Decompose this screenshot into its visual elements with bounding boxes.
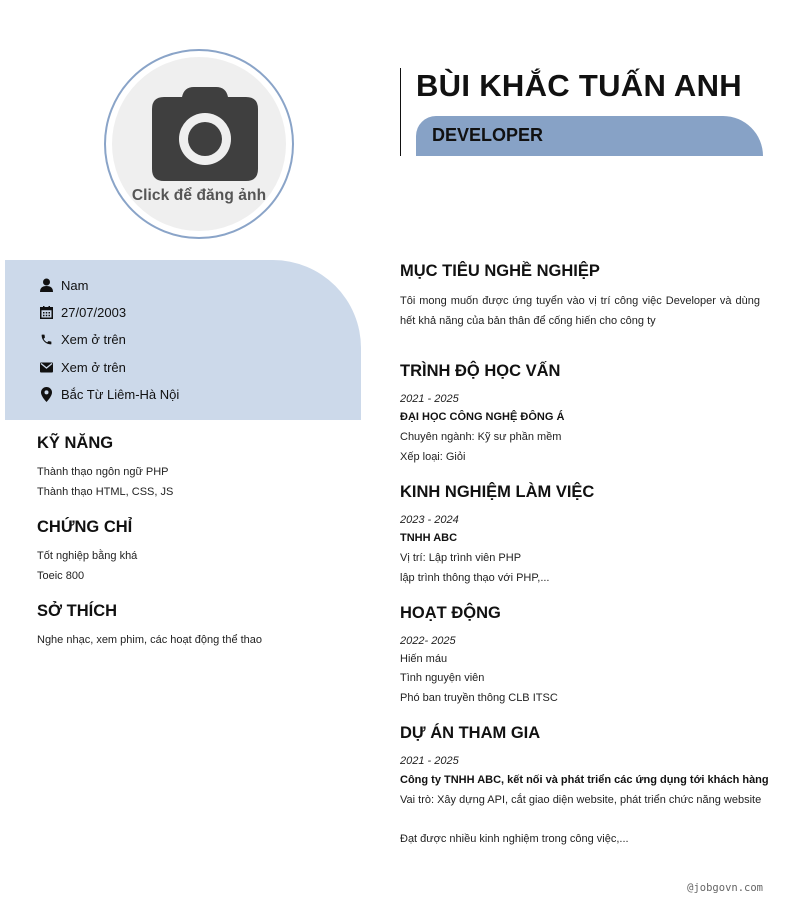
person-icon <box>38 277 54 293</box>
contact-gender <box>38 275 88 295</box>
education-rank: Xếp loại: Giỏi <box>400 451 466 463</box>
mail-icon <box>38 359 54 375</box>
experience-detail: lập trình thông thạo với PHP,... <box>400 572 550 584</box>
contact-email <box>38 357 126 377</box>
education-heading: TRÌNH ĐỘ HỌC VẤN <box>400 362 561 380</box>
education-major: Chuyên ngành: Kỹ sư phần mềm <box>400 431 562 443</box>
camera-icon <box>152 85 258 181</box>
contact-birthday <box>38 302 126 322</box>
job-title: DEVELOPER <box>432 125 544 145</box>
project-role: Vai trò: Xây dựng API, cắt giao diện website, phát triển chức năng website <box>400 794 762 806</box>
certificate-item: Toeic 800 <box>37 570 85 582</box>
avatar-upload-label: Click để đăng ảnh <box>131 187 267 204</box>
gender-text: Nam <box>61 277 89 293</box>
experience-heading: KINH NGHIỆM LÀM VIỆC <box>400 483 595 501</box>
hobby-item: Nghe nhạc, xem phim, các hoạt động thể thao <box>37 634 263 646</box>
location-pin-icon <box>38 386 54 402</box>
role-banner <box>416 116 763 156</box>
skill-item: Thành thạo ngôn ngữ PHP <box>37 466 169 478</box>
phone-icon <box>38 331 54 347</box>
email-text: Xem ở trên <box>61 359 126 375</box>
education-period: 2021 - 2025 <box>400 393 459 405</box>
address-text: Bắc Từ Liêm-Hà Nội <box>61 386 180 402</box>
avatar-upload[interactable] <box>112 57 286 231</box>
experience-company: TNHH ABC <box>400 532 458 544</box>
projects-heading: DỰ ÁN THAM GIA <box>400 724 541 742</box>
header-divider <box>400 68 401 156</box>
phone-text: Xem ở trên <box>61 331 126 347</box>
contact-phone <box>38 329 126 349</box>
objective-heading: MỤC TIÊU NGHỀ NGHIỆP <box>400 262 600 280</box>
contact-address <box>38 384 179 404</box>
avatar-frame <box>104 49 294 239</box>
activity-item: Tình nguyện viên <box>400 672 485 684</box>
skills-heading: KỸ NĂNG <box>37 434 114 452</box>
certificates-heading: CHỨNG CHỈ <box>37 518 133 536</box>
full-name: BÙI KHẮC TUẤN ANH <box>416 68 742 103</box>
calendar-icon <box>38 304 54 320</box>
activities-period: 2022- 2025 <box>400 635 456 647</box>
hobbies-heading: SỞ THÍCH <box>37 602 118 620</box>
birthday-text: 27/07/2003 <box>61 304 127 320</box>
experience-period: 2023 - 2024 <box>400 514 459 526</box>
objective-text: Tôi mong muốn được ứng tuyển vào vị trí công việc Developer và dùng hết khả năng của bản thân để cống hiến cho công ty <box>400 295 760 327</box>
watermark: @jobgovn.com <box>687 882 763 894</box>
project-name: Công ty TNHH ABC, kết nối và phát triển các ứng dụng tới khách hàng <box>400 774 769 786</box>
education-school: ĐẠI HỌC CÔNG NGHỆ ĐÔNG Á <box>400 411 565 423</box>
experience-position: Vị trí: Lập trình viên PHP <box>400 552 522 564</box>
project-period: 2021 - 2025 <box>400 755 459 767</box>
activity-item: Hiến máu <box>400 653 448 665</box>
contact-panel <box>5 260 361 420</box>
skill-item: Thành thạo HTML, CSS, JS <box>37 486 174 498</box>
certificate-item: Tốt nghiệp bằng khá <box>37 550 138 562</box>
activity-item: Phó ban truyền thông CLB ITSC <box>400 692 558 704</box>
project-result: Đạt được nhiều kinh nghiệm trong công việc,... <box>400 833 629 845</box>
activities-heading: HOẠT ĐỘNG <box>400 604 501 622</box>
